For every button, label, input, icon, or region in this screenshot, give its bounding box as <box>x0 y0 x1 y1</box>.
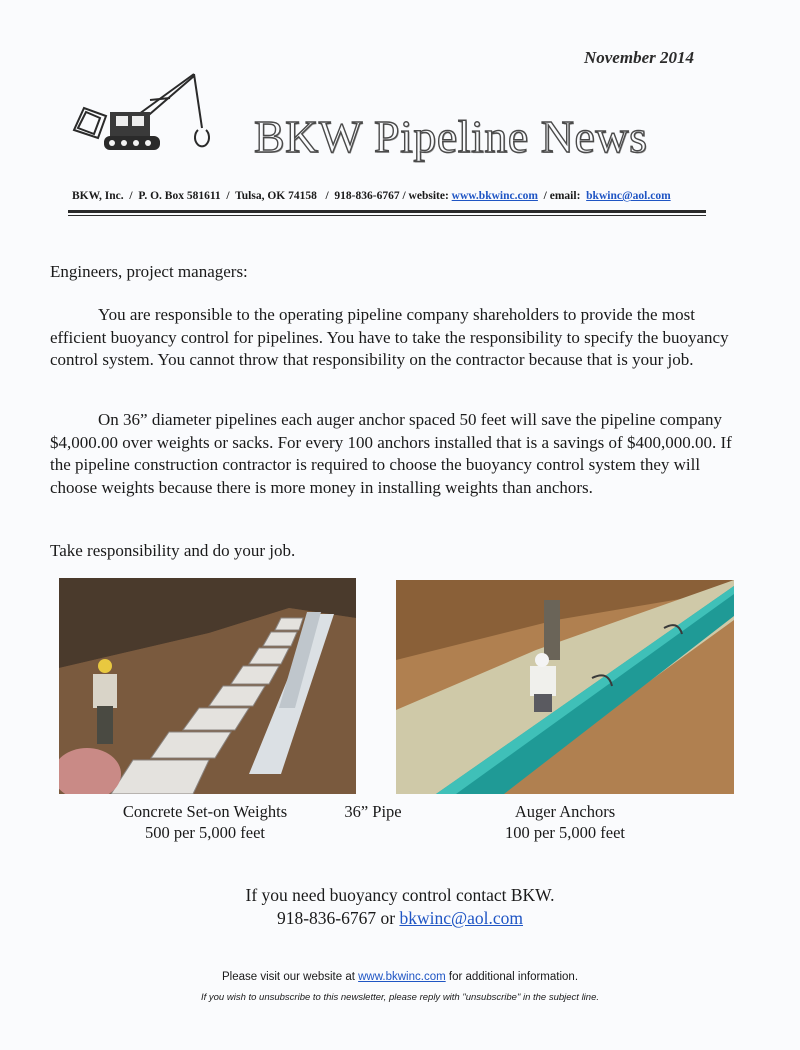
footer-website-link[interactable]: www.bkwinc.com <box>358 971 446 983</box>
paragraph-responsibility: You are responsible to the operating pipeline company shareholders to provide the most efficient buoyancy control for pipelines. You have to take the responsibility to specify the buoyancy control system. You cannot throw that responsibility on the contractor because that is your job. <box>50 305 729 369</box>
contact-cta-details <box>0 907 800 930</box>
newsletter-title: BKW Pipeline News <box>254 111 648 162</box>
contact-line <box>72 190 712 202</box>
pipe-caption: 36” Pipe <box>344 802 402 821</box>
newsletter-date: November 2014 <box>583 48 694 67</box>
weights-caption-title: Concrete Set-on Weights <box>122 802 288 821</box>
anchors-caption-title: Auger Anchors <box>514 802 616 821</box>
concrete-weights-photo <box>59 578 356 794</box>
anchors-caption <box>455 801 675 843</box>
footer-visit-prefix: Please visit our website at <box>221 971 359 983</box>
contact-address: BKW, Inc. / P. O. Box 581611 / Tulsa, OK 74158 / 918-836-6767 / website: <box>72 190 452 202</box>
weights-caption-count: 500 per 5,000 feet <box>144 823 266 842</box>
cta-email-link[interactable]: bkwinc@aol.com <box>399 908 523 928</box>
pipelayer-logo-icon <box>70 70 220 158</box>
paragraph-savings: On 36” diameter pipelines each auger anchor spaced 50 feet will save the pipeline company $4,000.00 over weights or sacks. For every 100 anchors installed that is a savings of $400,000.00. If the pipeline construction contractor is required to choose the buoyancy control system they will choose weights because there is more money in installing weights than anchors. <box>50 410 732 497</box>
header-email-link[interactable]: bkwinc@aol.com <box>586 190 671 202</box>
salutation: Engineers, project managers: <box>50 262 248 281</box>
cta-phone: 918-836-6767 or <box>276 908 400 928</box>
footer-visit-suffix: for additional information. <box>445 971 579 983</box>
header-website-link[interactable]: www.bkwinc.com <box>451 190 538 202</box>
footer-visit <box>0 971 800 983</box>
closing-line: Take responsibility and do your job. <box>50 541 296 560</box>
weights-caption <box>90 801 320 843</box>
email-label: / email: <box>537 190 587 202</box>
footer-unsubscribe: If you wish to unsubscribe to this newsletter, please reply with "unsubscribe" in the subject line. <box>200 992 600 1003</box>
anchors-caption-count: 100 per 5,000 feet <box>504 823 626 842</box>
header-rule-thin <box>68 215 706 216</box>
auger-anchors-photo <box>396 580 734 794</box>
contact-cta: If you need buoyancy control contact BKW. <box>245 885 555 905</box>
header-rule-thick <box>68 210 706 213</box>
